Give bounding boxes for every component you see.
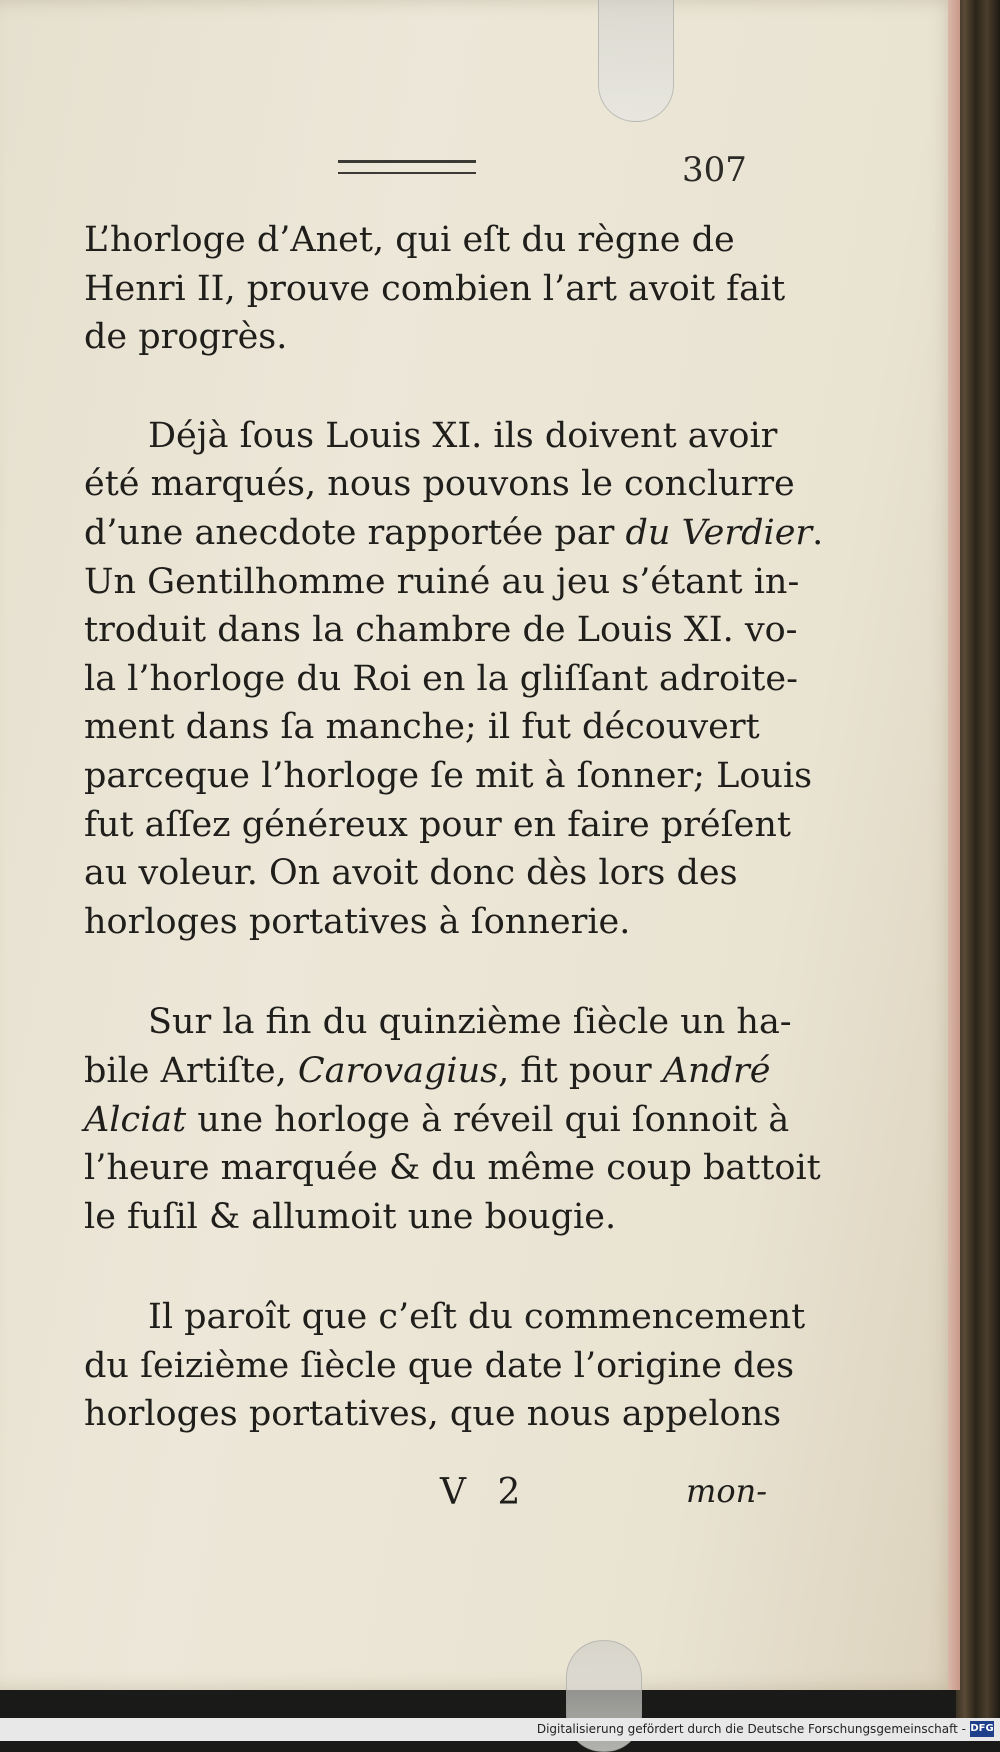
book-cover-edge [956, 0, 1000, 1741]
paragraph-gap [84, 1241, 756, 1293]
text-line: d’une anecdote rapportée par du Verdier. [84, 512, 824, 553]
header-rule [338, 160, 476, 174]
text-line: troduit dans la chambre de Louis XI. vo- [84, 610, 798, 651]
text-line: Henri II, prouve combien l’art avoit fait [84, 268, 786, 309]
text-line: du ſeizième ſiècle que date l’origine des [84, 1345, 795, 1386]
text-line: Déjà ſous Louis XI. ils doivent avoir [148, 415, 778, 456]
text-line: l’heure marquée & du même coup battoit [84, 1148, 821, 1189]
paragraph-gap [84, 946, 756, 998]
text-line: le fuſil & allumoit une bougie. [84, 1196, 617, 1237]
text-line: bile Artiſte, Carovagius, fit pour André [84, 1050, 771, 1091]
footer-credit: Digitalisierung gefördert durch die Deutsche Forschungsgemeinschaft - [536, 1722, 966, 1736]
text-line: Il paroît que c’eſt du commencement [148, 1297, 806, 1338]
body-text [84, 216, 824, 1439]
text-line: L’horloge d’Anet, qui eſt du règne de [84, 220, 735, 260]
dfg-logo-icon: DFG [970, 1721, 994, 1737]
page-number: 307 [682, 150, 747, 190]
text-line: horloges portatives à ſonnerie. [84, 901, 631, 942]
text-line: au voleur. On avoit donc dès lors des [84, 853, 738, 894]
text-line: fut aſſez généreux pour en faire préſent [84, 804, 791, 845]
text-line: horloges portatives, que nous appelons [84, 1394, 782, 1435]
catchword: mon- [686, 1472, 768, 1510]
text-line: Un Gentilhomme ruiné au jeu s’étant in- [84, 561, 800, 602]
signature-mark: V 2 [440, 1472, 531, 1513]
paragraph-gap [84, 362, 756, 412]
text-line: été marqués, nous pouvons le conclurre [84, 464, 795, 505]
text-line: de progrès. [84, 317, 288, 358]
text-line: ment dans ſa manche; il fut découvert [84, 707, 760, 748]
text-line: parceque l’horloge ſe mit à ſonner; Louis [84, 755, 813, 796]
text-line: la l’horloge du Roi en la gliſſant adroite- [84, 658, 798, 699]
text-line: Alciat une horloge à réveil qui ſonnoit à [84, 1099, 790, 1140]
page-edge [948, 0, 960, 1690]
page-clip-top [598, 0, 674, 122]
text-line: Sur la fin du quinzième ſiècle un ha- [148, 1002, 792, 1043]
